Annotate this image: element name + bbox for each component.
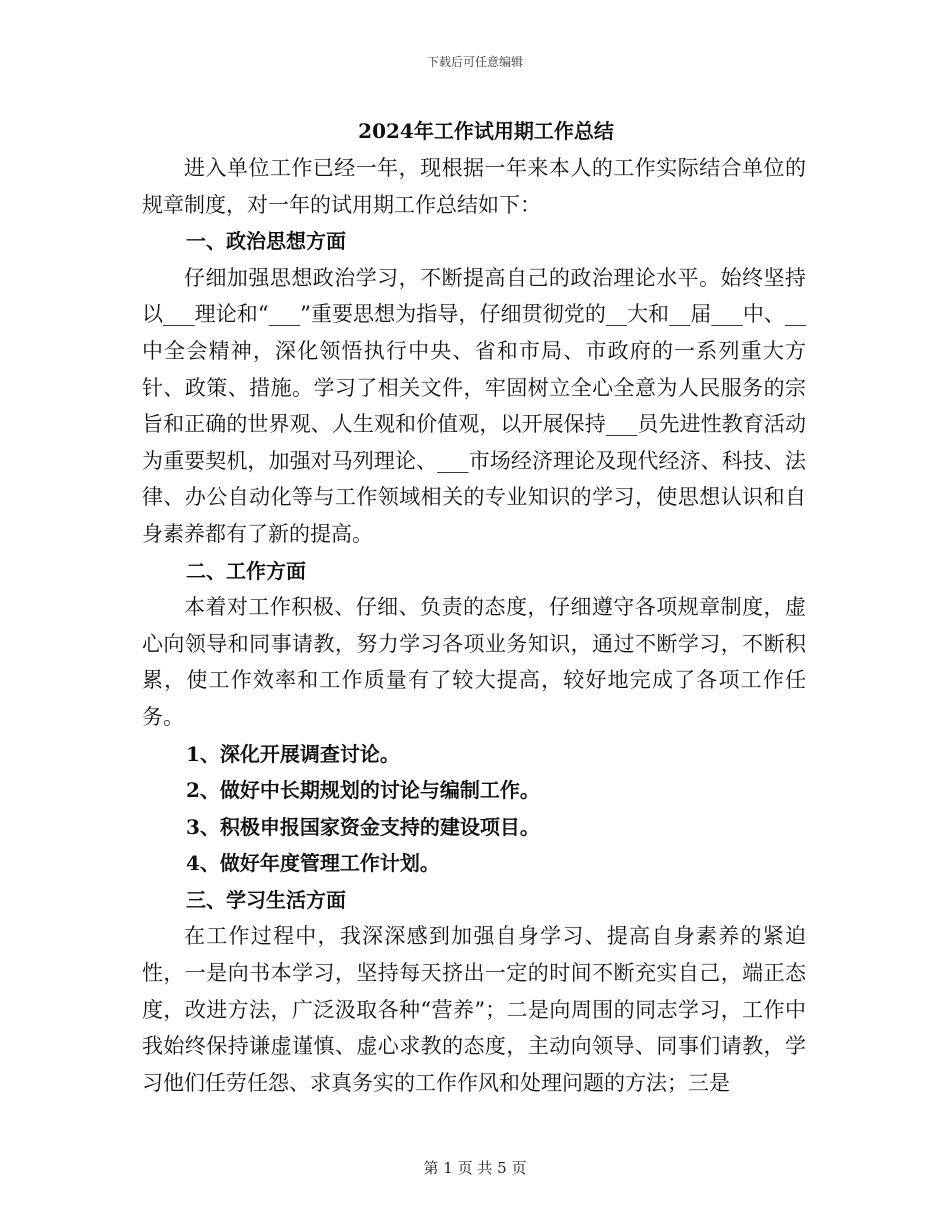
section-heading-study: 三、学习生活方面 bbox=[186, 887, 346, 912]
list-item: 3、积极申报国家资金支持的建设项目。 bbox=[186, 814, 540, 839]
list-item: 2、做好中长期规划的讨论与编制工作。 bbox=[186, 778, 540, 803]
section-heading-political: 一、政治思想方面 bbox=[186, 229, 346, 254]
section-paragraph-study: 在工作过程中，我深深感到加强自身学习、提高自身素养的紧迫性，一是向书本学习，坚持每天挤出一定的时间不断充实自己，端正态度，改进方法，广泛汲取各种“营养”；二是向周围的同志学习，工作中我始终保持谦虚谨慎、虚心求教的态度，主动向领导、同事们请教，学习他们任劳任怨、求真务实的工作作风和处理问题的方法；三是 bbox=[142, 924, 806, 1095]
section-heading-work: 二、工作方面 bbox=[186, 558, 306, 583]
section-paragraph-political: 仔细加强思想政治学习，不断提高自己的政治理论水平。始终坚持以___理论和“___”重要思想为指导，仔细贯彻党的__大和__届___中、__中全会精神，深化领悟执行中央、省和市局、市政府的一系列重大方针、政策、措施。学习了相关文件，牢固树立全心全意为人民服务的宗旨和正确的世界观、人生观和价值观，以开展保持___员先进性教育活动为重要契机，加强对马列理论、___市场经济理论及现代经济、科技、法律、办公自动化等与工作领域相关的专业知识的学习，使思想认识和自身素养都有了新的提高。 bbox=[142, 265, 806, 546]
intro-paragraph: 进入单位工作已经一年，现根据一年来本人的工作实际结合单位的规章制度，对一年的试用期工作总结如下： bbox=[142, 156, 806, 217]
section-paragraph-work: 本着对工作积极、仔细、负责的态度，仔细遵守各项规章制度，虚心向领导和同事请教，努力学习各项业务知识，通过不断学习，不断积累，使工作效率和工作质量有了较大提高，较好地完成了各项工作任务。 bbox=[142, 595, 806, 729]
list-item: 4、做好年度管理工作计划。 bbox=[186, 851, 440, 876]
document-body bbox=[142, 112, 806, 1101]
document-title: 2024年工作试用期工作总结 bbox=[358, 119, 614, 143]
page-footer: 第 1 页 共 5 页 bbox=[423, 1159, 527, 1177]
header-note: 下载后可任意编辑 bbox=[426, 55, 523, 69]
list-item: 1、深化开展调查讨论。 bbox=[186, 741, 400, 766]
